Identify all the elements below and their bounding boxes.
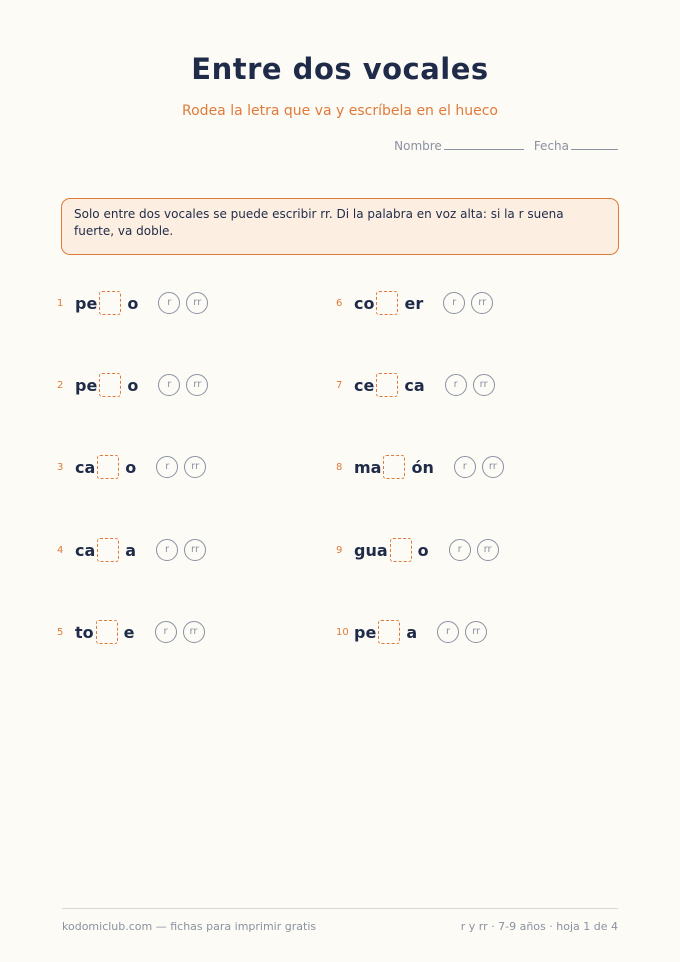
word-start: pe: [75, 375, 98, 395]
exercise-item: [57, 370, 208, 400]
exercise-item: [57, 288, 208, 318]
exercise-word: [75, 373, 138, 397]
answer-blank[interactable]: [97, 538, 119, 562]
word-end: o: [417, 540, 429, 560]
answer-blank[interactable]: [390, 538, 412, 562]
exercise-number: 5: [57, 626, 64, 638]
option-r[interactable]: r: [454, 456, 476, 478]
option-rr[interactable]: rr: [183, 621, 205, 643]
exercise-number: 8: [336, 461, 343, 473]
option-group: [443, 292, 493, 314]
option-rr[interactable]: rr: [186, 292, 208, 314]
word-start: ca: [75, 540, 96, 560]
word-start: ma: [354, 457, 382, 477]
exercise-number: 6: [336, 297, 343, 309]
option-rr[interactable]: rr: [184, 539, 206, 561]
exercise-item: [57, 617, 205, 647]
word-end: o: [125, 457, 137, 477]
answer-blank[interactable]: [99, 373, 121, 397]
option-r[interactable]: r: [449, 539, 471, 561]
exercise-number: 10: [336, 626, 349, 638]
option-rr[interactable]: rr: [473, 374, 495, 396]
exercise-item: [57, 452, 206, 482]
exercise-number: 4: [57, 544, 64, 556]
exercise-word: [75, 291, 138, 315]
exercise-item: [336, 535, 499, 565]
answer-blank[interactable]: [376, 373, 398, 397]
exercise-number: 1: [57, 297, 64, 309]
word-start: ce: [354, 375, 375, 395]
answer-blank[interactable]: [97, 455, 119, 479]
option-group: [156, 456, 206, 478]
word-end: a: [406, 622, 418, 642]
word-end: o: [127, 293, 139, 313]
word-end: e: [123, 622, 135, 642]
option-group: [155, 621, 205, 643]
option-group: [449, 539, 499, 561]
exercise-word: [75, 538, 136, 562]
exercise-item: [336, 617, 487, 647]
date-label: Fecha: [533, 139, 569, 153]
word-end: a: [125, 540, 137, 560]
option-rr[interactable]: rr: [482, 456, 504, 478]
footer-info: r y rr · 7-9 años · hoja 1 de 4: [460, 920, 618, 933]
page-title: Entre dos vocales: [191, 52, 489, 86]
option-group: [454, 456, 504, 478]
word-end: o: [127, 375, 139, 395]
word-start: to: [75, 622, 94, 642]
option-group: [156, 539, 206, 561]
exercise-word: [354, 538, 429, 562]
option-group: [445, 374, 495, 396]
word-end: ón: [411, 457, 434, 477]
exercise-word: [75, 620, 135, 644]
option-rr[interactable]: rr: [465, 621, 487, 643]
answer-blank[interactable]: [378, 620, 400, 644]
exercise-word: [354, 455, 434, 479]
exercise-word: [75, 455, 136, 479]
word-start: pe: [75, 293, 98, 313]
exercise-number: 7: [336, 379, 343, 391]
exercise-item: [57, 535, 206, 565]
option-r[interactable]: r: [158, 292, 180, 314]
word-start: gua: [354, 540, 388, 560]
option-r[interactable]: r: [437, 621, 459, 643]
option-rr[interactable]: rr: [477, 539, 499, 561]
answer-blank[interactable]: [96, 620, 118, 644]
name-label: Nombre: [394, 139, 442, 153]
name-field[interactable]: [394, 138, 524, 153]
exercise-number: 9: [336, 544, 343, 556]
option-r[interactable]: r: [156, 456, 178, 478]
answer-blank[interactable]: [99, 291, 121, 315]
option-r[interactable]: r: [445, 374, 467, 396]
name-date-fields: [394, 138, 618, 153]
answer-blank[interactable]: [383, 455, 405, 479]
option-group: [158, 374, 208, 396]
option-rr[interactable]: rr: [186, 374, 208, 396]
word-start: pe: [354, 622, 377, 642]
option-r[interactable]: r: [443, 292, 465, 314]
exercise-word: [354, 620, 417, 644]
exercise-word: [354, 373, 425, 397]
option-r[interactable]: r: [158, 374, 180, 396]
rule-box: Solo entre dos vocales se puede escribir rr. Di la palabra en voz alta: si la r suena fuerte, va doble.: [61, 198, 619, 255]
exercise-number: 2: [57, 379, 64, 391]
option-rr[interactable]: rr: [184, 456, 206, 478]
footer-site: kodomiclub.com — fichas para imprimir gratis: [62, 920, 317, 933]
date-field[interactable]: [534, 138, 618, 153]
word-start: co: [354, 293, 375, 313]
word-end: ca: [404, 375, 425, 395]
page-subtitle: Rodea la letra que va y escríbela en el hueco: [182, 103, 498, 119]
exercise-item: [336, 370, 495, 400]
option-rr[interactable]: rr: [471, 292, 493, 314]
exercise-item: [336, 288, 493, 318]
word-end: er: [404, 293, 424, 313]
exercise-number: 3: [57, 461, 64, 473]
option-group: [437, 621, 487, 643]
exercise-word: [354, 291, 423, 315]
option-r[interactable]: r: [155, 621, 177, 643]
option-r[interactable]: r: [156, 539, 178, 561]
option-group: [158, 292, 208, 314]
footer-divider: [62, 908, 618, 909]
answer-blank[interactable]: [376, 291, 398, 315]
exercise-item: [336, 452, 504, 482]
word-start: ca: [75, 457, 96, 477]
